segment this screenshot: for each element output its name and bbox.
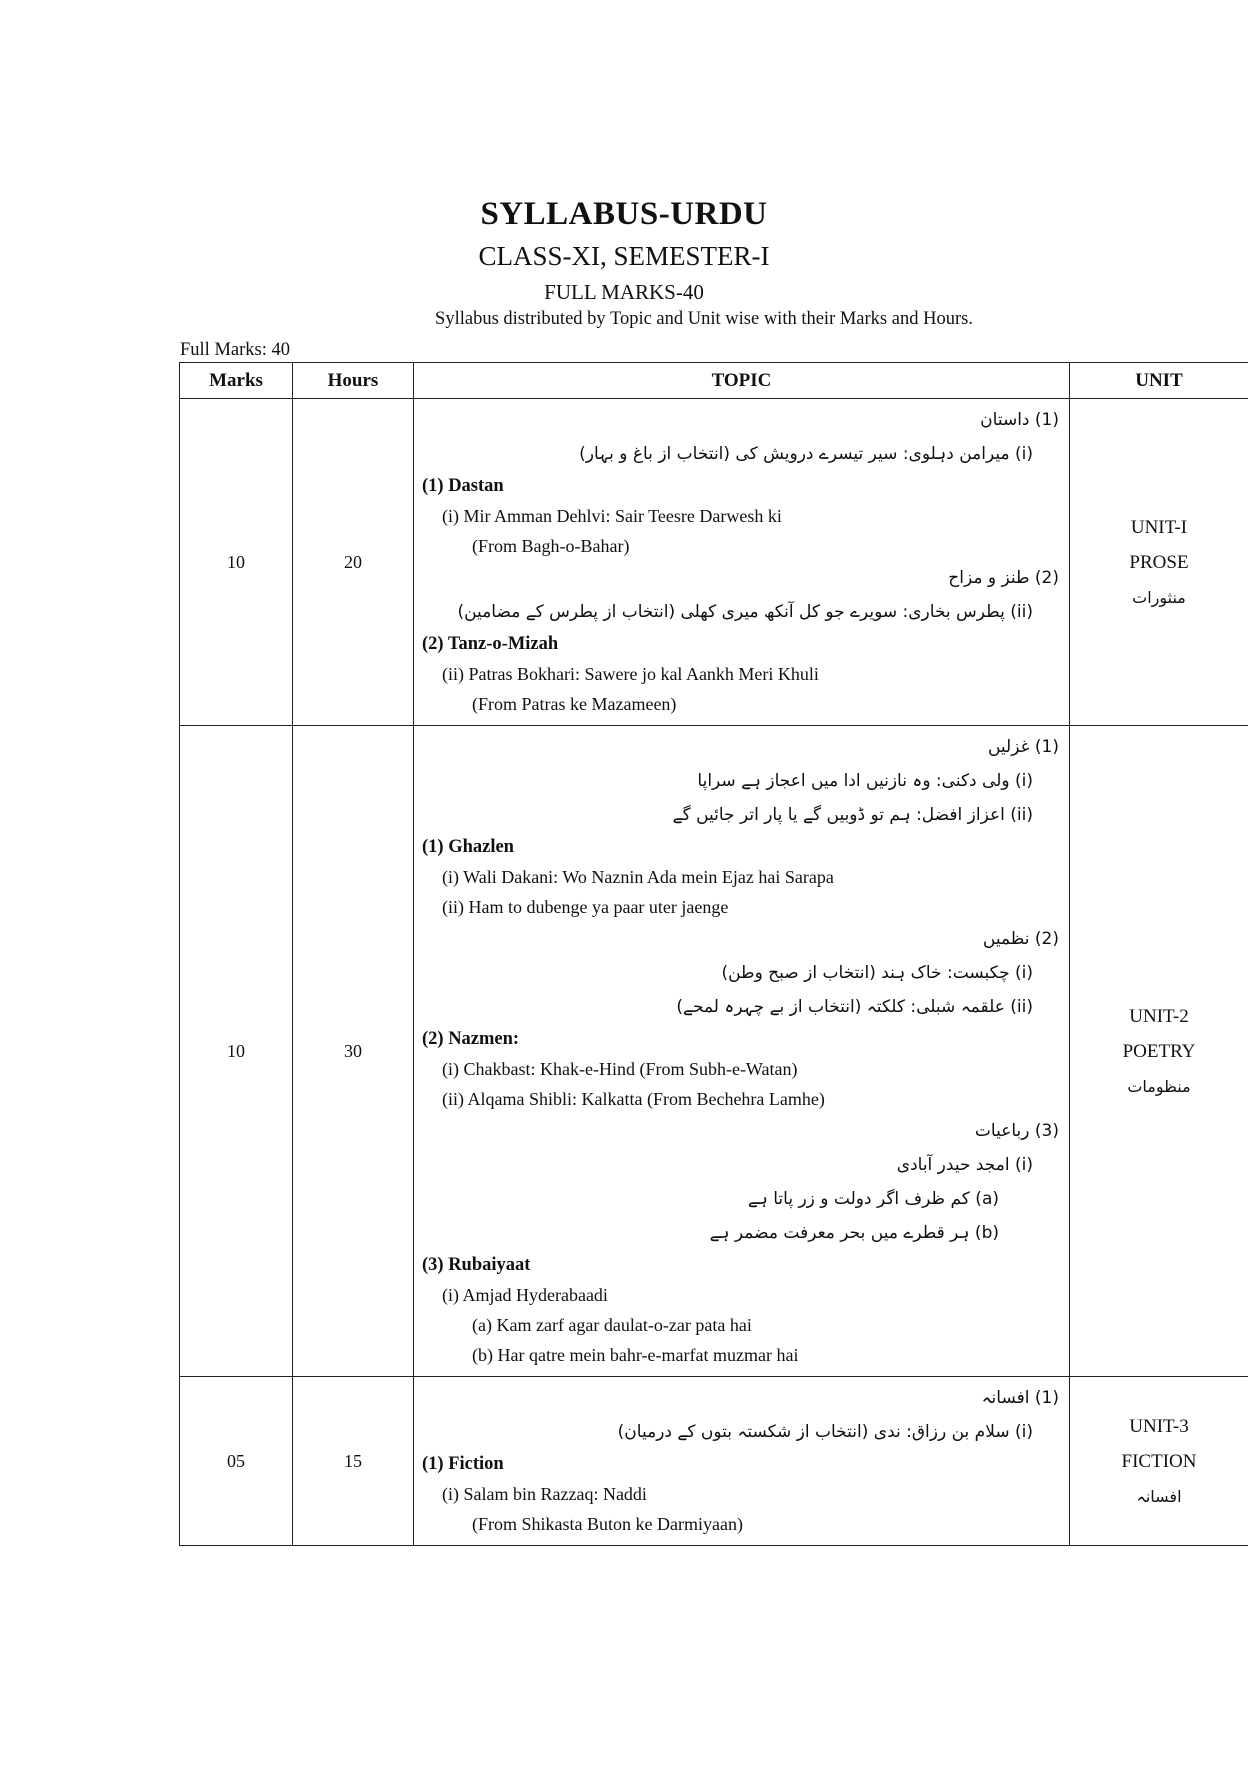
topic-line: (i) Amjad Hyderabaadi <box>442 1285 608 1305</box>
urdu-topic-line: (i) چکبست: خاک ہند (انتخاب از صبح وطن) <box>721 963 1033 983</box>
topic-heading: (1) Ghazlen <box>422 837 514 857</box>
unit-type: FICTION <box>1121 1450 1197 1472</box>
table-row <box>180 726 1248 1377</box>
unit-urdu-name: افسانہ <box>1136 1486 1182 1506</box>
class-semester: CLASS-XI, SEMESTER-I <box>478 241 770 271</box>
topic-line: (ii) Patras Bokhari: Sawere jo kal Aankh Meri Khuli <box>442 664 819 684</box>
full-marks-label: Full Marks: 40 <box>180 340 290 360</box>
marks-cell: 05 <box>180 1377 293 1546</box>
urdu-topic-line: (i) امجد حیدر آبادی <box>896 1155 1033 1175</box>
table-header-row <box>180 363 1248 399</box>
hours-cell: 20 <box>293 399 414 726</box>
topic-heading: (1) Fiction <box>422 1454 504 1474</box>
topic-line: (b) Har qatre mein bahr-e-marfat muzmar hai <box>472 1345 799 1365</box>
hours-cell: 15 <box>293 1377 414 1546</box>
urdu-topic-line: (ii) پطرس بخاری: سویرے جو کل آنکھ میری کھلی (انتخاب از پطرس کے مضامین) <box>457 602 1033 622</box>
topic-heading: (2) Nazmen: <box>422 1029 520 1049</box>
unit-urdu-name: منظومات <box>1127 1076 1191 1096</box>
urdu-topic-line: (ii) علقمہ شبلی: کلکتہ (انتخاب از بے چہرہ لمحے) <box>676 997 1033 1017</box>
hours-cell: 30 <box>293 726 414 1377</box>
unit-urdu-name: منثورات <box>1132 587 1186 607</box>
unit-name: UNIT-I <box>1130 516 1188 538</box>
column-header-unit: UNIT <box>1070 363 1248 399</box>
topic-cell <box>414 1377 1070 1546</box>
unit-cell <box>1070 399 1248 726</box>
unit-cell <box>1070 726 1248 1377</box>
urdu-topic-line: (a) کم ظرف اگر دولت و زر پاتا ہے <box>747 1189 999 1209</box>
urdu-topic-line: (i) سلام بن رزاق: ندی (انتخاب از شکستہ بتوں کے درمیان) <box>617 1422 1033 1442</box>
topic-line: (From Patras ke Mazameen) <box>472 694 677 714</box>
topic-line: (ii) Ham to dubenge ya paar uter jaenge <box>442 897 729 917</box>
topic-line: (ii) Alqama Shibli: Kalkatta (From Bechehra Lamhe) <box>442 1089 825 1109</box>
urdu-topic-line: (2) نظمیں <box>982 929 1059 949</box>
topic-line: (i) Wali Dakani: Wo Naznin Ada mein Ejaz hai Sarapa <box>442 867 834 887</box>
column-header-topic: TOPIC <box>414 363 1070 399</box>
urdu-topic-line: (1) غزلیں <box>987 737 1059 757</box>
syllabus-table <box>179 362 1248 1546</box>
urdu-topic-line: (1) افسانہ <box>981 1388 1059 1408</box>
urdu-topic-line: (i) میرامن دہلوی: سیر تیسرے درویش کی (انتخاب از باغ و بہار) <box>579 444 1033 464</box>
syllabus-description: Syllabus distributed by Topic and Unit wise with their Marks and Hours. <box>435 309 973 329</box>
unit-cell <box>1070 1377 1248 1546</box>
topic-cell <box>414 726 1070 1377</box>
urdu-topic-line: (2) طنز و مزاح <box>948 568 1059 588</box>
urdu-topic-line: (b) ہر قطرے میں بحر معرفت مضمر ہے <box>709 1223 999 1243</box>
topic-heading: (3) Rubaiyaat <box>422 1255 531 1275</box>
column-header-hours: Hours <box>293 363 414 399</box>
unit-type: PROSE <box>1129 551 1189 573</box>
unit-type: POETRY <box>1122 1040 1196 1062</box>
column-header-marks: Marks <box>180 363 293 399</box>
table-body <box>180 399 1248 1546</box>
topic-line: (i) Chakbast: Khak-e-Hind (From Subh-e-Watan) <box>442 1059 798 1079</box>
topic-line: (i) Mir Amman Dehlvi: Sair Teesre Darwesh ki <box>442 506 782 526</box>
full-marks-heading: FULL MARKS-40 <box>544 280 704 304</box>
topic-heading: (1) Dastan <box>422 476 504 496</box>
topic-line: (From Shikasta Buton ke Darmiyaan) <box>472 1514 743 1534</box>
urdu-topic-line: (3) رباعیات <box>974 1121 1059 1141</box>
table-row <box>180 399 1248 726</box>
topic-line: (a) Kam zarf agar daulat-o-zar pata hai <box>472 1315 752 1335</box>
topic-heading: (2) Tanz-o-Mizah <box>422 634 559 654</box>
urdu-topic-line: (1) داستان <box>980 410 1059 430</box>
unit-name: UNIT-2 <box>1129 1005 1189 1027</box>
unit-name: UNIT-3 <box>1129 1415 1189 1437</box>
urdu-topic-line: (i) ولی دکنی: وہ نازنیں ادا میں اعجاز ہے سراپا <box>697 771 1033 791</box>
topic-cell <box>414 399 1070 726</box>
topic-line: (i) Salam bin Razzaq: Naddi <box>442 1484 647 1504</box>
marks-cell: 10 <box>180 726 293 1377</box>
marks-cell: 10 <box>180 399 293 726</box>
table-row <box>180 1377 1248 1546</box>
topic-line: (From Bagh-o-Bahar) <box>472 536 630 556</box>
document-title: SYLLABUS-URDU <box>480 196 768 232</box>
urdu-topic-line: (ii) اعزاز افضل: ہم تو ڈوبیں گے یا پار اتر جائیں گے <box>672 805 1033 825</box>
